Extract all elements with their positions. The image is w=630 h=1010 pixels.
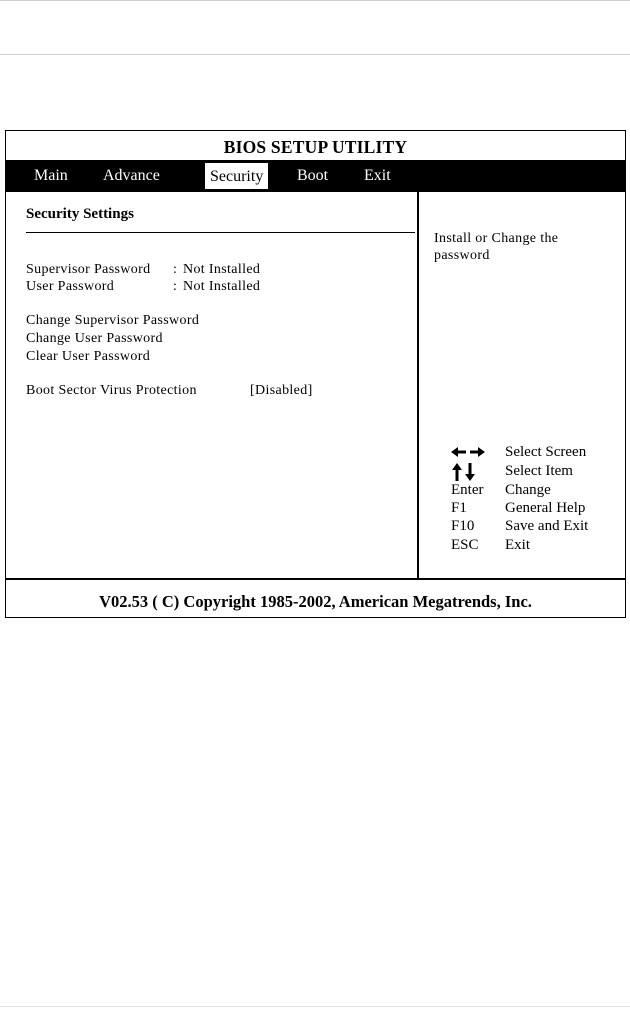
boot-sector-virus-protection-value[interactable]: [Disabled] xyxy=(250,383,313,398)
menu-main[interactable]: Main xyxy=(34,167,68,184)
page-bottom-rule xyxy=(0,1006,630,1007)
user-password-separator: : xyxy=(173,279,178,294)
page-top-rule xyxy=(0,0,630,1)
boot-sector-virus-protection-row[interactable] xyxy=(26,383,313,399)
menu-bar xyxy=(6,160,625,192)
f10-desc: Save and Exit xyxy=(505,518,589,534)
clear-user-password-item[interactable]: Clear User Password xyxy=(26,349,151,364)
boot-sector-virus-protection-label: Boot Sector Virus Protection xyxy=(26,383,197,398)
change-user-password-item[interactable]: Change User Password xyxy=(26,331,163,346)
user-password-row xyxy=(26,279,261,295)
enter-key: Enter xyxy=(451,482,484,498)
supervisor-password-row xyxy=(26,262,261,278)
copyright-footer: V02.53 ( C) Copyright 1985-2002, American Megatrends, Inc. xyxy=(6,578,625,617)
section-divider xyxy=(26,232,415,233)
help-panel xyxy=(419,192,625,578)
bios-setup-window xyxy=(5,130,626,618)
supervisor-password-separator: : xyxy=(173,262,178,277)
up-down-arrows-icon xyxy=(451,463,501,481)
f1-desc: General Help xyxy=(505,500,586,516)
change-supervisor-password-item[interactable]: Change Supervisor Password xyxy=(26,313,200,328)
bios-title: BIOS SETUP UTILITY xyxy=(223,137,408,157)
menu-exit[interactable]: Exit xyxy=(364,167,391,184)
menu-boot[interactable]: Boot xyxy=(297,167,329,184)
menu-security[interactable]: Security xyxy=(204,162,269,190)
settings-panel xyxy=(6,192,419,578)
user-password-value: Not Installed xyxy=(183,279,261,294)
supervisor-password-value: Not Installed xyxy=(183,262,261,277)
help-text: Install or Change the password xyxy=(434,231,559,263)
esc-desc: Exit xyxy=(505,537,530,553)
section-title: Security Settings xyxy=(26,206,134,222)
esc-key: ESC xyxy=(451,537,479,553)
f1-key: F1 xyxy=(451,500,467,516)
supervisor-password-label: Supervisor Password xyxy=(26,262,151,277)
f10-key: F10 xyxy=(451,518,475,534)
menu-advance[interactable]: Advance xyxy=(103,167,160,184)
select-screen-desc: Select Screen xyxy=(505,444,587,460)
select-item-desc: Select Item xyxy=(505,463,573,479)
user-password-label: User Password xyxy=(26,279,115,294)
enter-desc: Change xyxy=(505,482,551,498)
page-header-rule xyxy=(0,54,630,55)
left-right-arrows-icon xyxy=(451,444,501,460)
